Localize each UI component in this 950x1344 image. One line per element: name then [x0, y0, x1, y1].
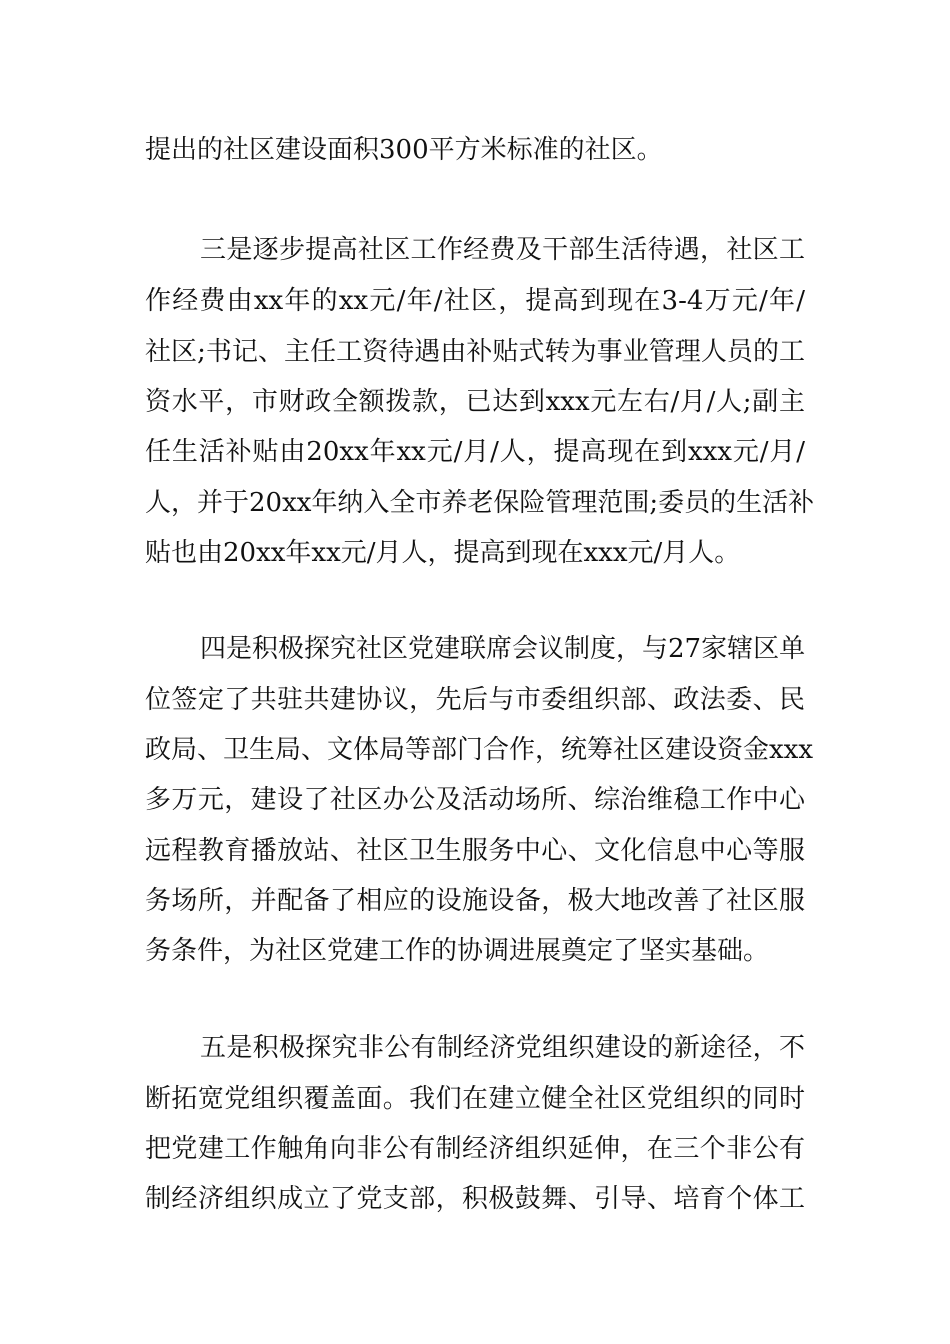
- paragraph-2-line-3: 社区;书记、主任工资待遇由补贴式转为事业管理人员的工: [145, 337, 805, 367]
- paragraph-3-line-4: 多万元，建设了社区办公及活动场所、综治维稳工作中心: [145, 785, 805, 815]
- paragraph-2-line-4: 资水平，市财政全额拨款，已达到xxx元左右/月/人;副主: [145, 387, 805, 417]
- paragraph-4-line-2: 断拓宽党组织覆盖面。我们在建立健全社区党组织的同时: [145, 1084, 805, 1114]
- paragraph-3-line-3: 政局、卫生局、文体局等部门合作，统筹社区建设资金xxx: [145, 735, 813, 765]
- paragraph-2-line-2: 作经费由xx年的xx元/年/社区，提高到现在3-4万元/年/: [145, 286, 805, 316]
- paragraph-2-line-1: 三是逐步提高社区工作经费及干部生活待遇，社区工: [200, 235, 805, 265]
- paragraph-3-line-1: 四是积极探究社区党建联席会议制度，与27家辖区单: [200, 634, 806, 664]
- paragraph-3-line-6: 务场所，并配备了相应的设施设备，极大地改善了社区服: [145, 886, 805, 916]
- paragraph-4-line-1: 五是积极探究非公有制经济党组织建设的新途径，不: [200, 1033, 805, 1063]
- paragraph-2-line-6: 人，并于20xx年纳入全市养老保险管理范围;委员的生活补: [145, 488, 815, 518]
- paragraph-3-line-2: 位签定了共驻共建协议，先后与市委组织部、政法委、民: [145, 685, 805, 715]
- paragraph-3-line-5: 远程教育播放站、社区卫生服务中心、文化信息中心等服: [145, 836, 805, 866]
- paragraph-4-line-3: 把党建工作触角向非公有制经济组织延伸，在三个非公有: [145, 1134, 805, 1164]
- paragraph-2-line-5: 任生活补贴由20xx年xx元/月/人，提高现在到xxx元/月/: [145, 437, 805, 467]
- paragraph-2-line-7: 贴也由20xx年xx元/月人，提高到现在xxx元/月人。: [145, 538, 741, 568]
- paragraph-4-line-4: 制经济组织成立了党支部，积极鼓舞、引导、培育个体工: [145, 1184, 805, 1214]
- paragraph-3-line-7: 务条件，为社区党建工作的协调进展奠定了坚实基础。: [145, 936, 770, 966]
- paragraph-1-line-1: 提出的社区建设面积300平方米标准的社区。: [145, 135, 663, 165]
